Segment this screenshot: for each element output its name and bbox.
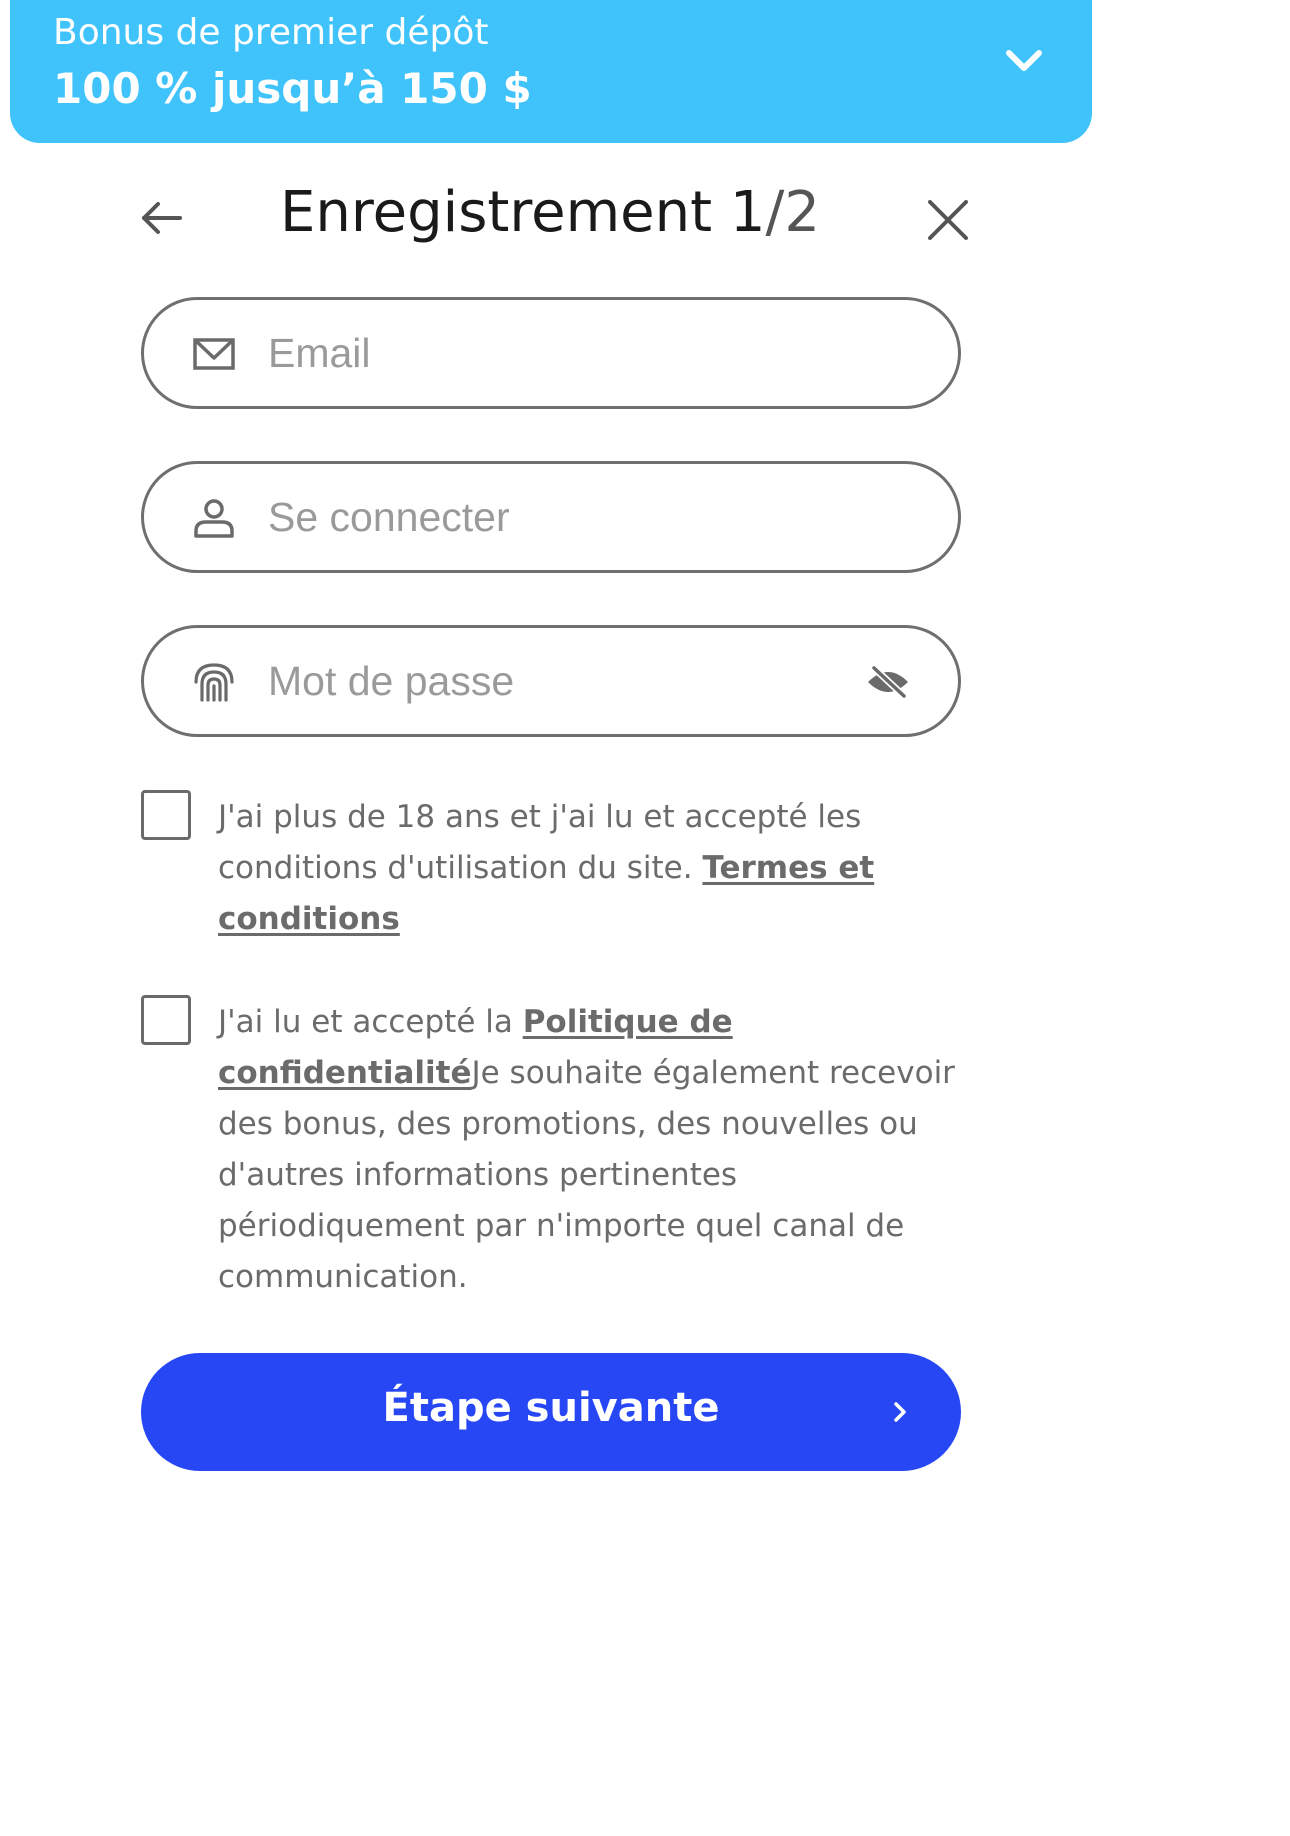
step-total: /2 xyxy=(765,180,820,245)
bonus-banner[interactable] xyxy=(10,0,1092,143)
password-field[interactable] xyxy=(141,625,961,737)
password-input[interactable] xyxy=(268,650,828,712)
login-field[interactable] xyxy=(141,461,961,573)
privacy-link[interactable]: Politique de confidentialité xyxy=(218,1004,733,1091)
envelope-icon xyxy=(192,334,236,374)
terms-link[interactable]: Termes et conditions xyxy=(218,850,875,937)
chevron-right-icon xyxy=(891,1399,909,1425)
login-input[interactable] xyxy=(268,486,828,548)
user-icon xyxy=(192,498,236,538)
bonus-headline: 100 % jusqu’à 150 $ xyxy=(53,64,532,113)
terms-consent-text xyxy=(218,792,958,945)
next-step-button[interactable] xyxy=(141,1353,961,1471)
terms-checkbox[interactable] xyxy=(141,790,191,840)
bonus-subtitle: Bonus de premier dépôt xyxy=(53,12,489,53)
privacy-consent-text xyxy=(218,997,958,1303)
step-current: 1 xyxy=(729,180,766,245)
title-text: Enregistrement xyxy=(279,180,713,245)
eye-off-icon[interactable] xyxy=(866,664,910,700)
email-field[interactable] xyxy=(141,297,961,409)
privacy-text-before: J'ai lu et accepté la xyxy=(218,1004,523,1040)
privacy-checkbox[interactable] xyxy=(141,995,191,1045)
fingerprint-icon xyxy=(192,662,236,702)
close-icon[interactable] xyxy=(926,198,970,242)
next-step-label: Étape suivante xyxy=(382,1385,720,1431)
terms-text: J'ai plus de 18 ans et j'ai lu et accepté les conditions d'utilisation du site. xyxy=(218,799,862,886)
chevron-down-icon[interactable] xyxy=(1003,44,1045,76)
privacy-text-after: Je souhaite également recevoir des bonus, des promotions, des nouvelles ou d'autres informations pertinentes périodiquement par n'importe quel canal de communication. xyxy=(218,1055,955,1295)
email-input[interactable] xyxy=(268,322,828,384)
